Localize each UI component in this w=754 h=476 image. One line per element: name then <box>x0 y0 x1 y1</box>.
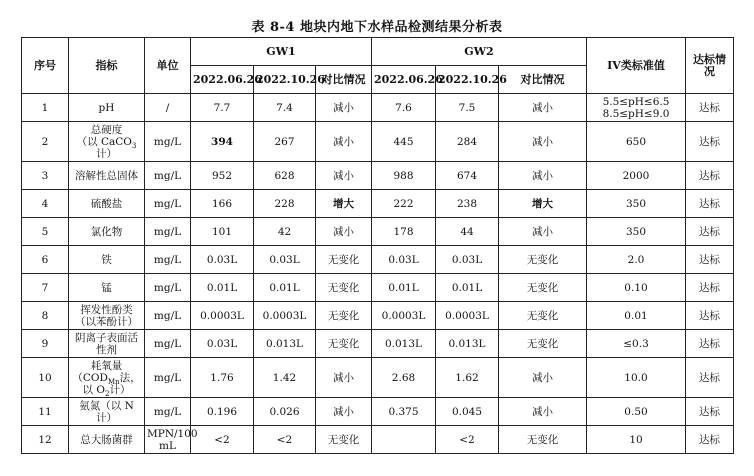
cell-gw2-date1: 0.013L <box>372 330 436 358</box>
cell-standard: 350 <box>587 190 686 218</box>
cell-gw1-date1: 0.01L <box>191 274 254 302</box>
cell-gw2-date1: 0.0003L <box>372 302 436 330</box>
cell-status: 达标 <box>686 122 734 162</box>
cell-indicator: 总大肠菌群 <box>69 426 145 454</box>
cell-indicator: 溶解性总固体 <box>69 162 145 190</box>
cell-gw2-compare: 减小 <box>499 218 587 246</box>
cell-gw1-compare: 减小 <box>316 94 372 122</box>
cell-gw1-date2: 0.0003L <box>254 302 316 330</box>
groundwater-results-table <box>21 37 734 454</box>
header-gw2-date2: 2022.10.26 <box>436 66 499 94</box>
cell-standard: 0.10 <box>587 274 686 302</box>
cell-status: 达标 <box>686 218 734 246</box>
table-row <box>22 94 734 122</box>
header-gw2-compare: 对比情况 <box>499 66 587 94</box>
table-row <box>22 274 734 302</box>
cell-standard <box>587 94 686 122</box>
header-gw1-compare: 对比情况 <box>316 66 372 94</box>
cell-index: 2 <box>22 122 69 162</box>
cell-gw1-date1: 166 <box>191 190 254 218</box>
cell-gw2-date1: 7.6 <box>372 94 436 122</box>
cell-index: 3 <box>22 162 69 190</box>
cell-status: 达标 <box>686 94 734 122</box>
cell-indicator <box>69 330 145 358</box>
cell-indicator: 锰 <box>69 274 145 302</box>
cell-gw2-compare: 增大 <box>499 190 587 218</box>
indicator-line-1: 挥发性酚类 <box>80 303 133 316</box>
cell-status: 达标 <box>686 190 734 218</box>
cell-gw1-date1: 394 <box>191 122 254 162</box>
cell-gw2-date1: 2.68 <box>372 358 436 398</box>
table-row <box>22 398 734 426</box>
cell-indicator <box>69 398 145 426</box>
header-gw1-date1: 2022.06.26 <box>191 66 254 94</box>
cell-gw1-date2: 0.03L <box>254 246 316 274</box>
indicator-line-3: 计） <box>96 147 117 160</box>
cell-gw2-compare: 无变化 <box>499 274 587 302</box>
cell-gw1-date2: <2 <box>254 426 316 454</box>
cell-gw2-date2: 7.5 <box>436 94 499 122</box>
cell-gw2-date1: 0.375 <box>372 398 436 426</box>
cell-gw2-date2: 44 <box>436 218 499 246</box>
indicator-line-1: 耗氧量 <box>90 359 123 372</box>
cell-index: 5 <box>22 218 69 246</box>
cell-gw2-compare: 无变化 <box>499 330 587 358</box>
table-caption: 表 8-4 地块内地下水样品检测结果分析表 <box>251 20 503 35</box>
cell-unit: / <box>145 94 191 122</box>
cell-unit: mg/L <box>145 358 191 398</box>
cell-gw1-date1: 0.03L <box>191 330 254 358</box>
cell-gw1-date2: 0.01L <box>254 274 316 302</box>
cell-gw2-compare: 无变化 <box>499 426 587 454</box>
cell-gw2-date1: 0.01L <box>372 274 436 302</box>
cell-standard: 0.50 <box>587 398 686 426</box>
header-standard: IV类标准值 <box>587 38 686 94</box>
cell-gw1-date2: 228 <box>254 190 316 218</box>
indicator-line-1: 总硬度 <box>90 123 123 136</box>
cell-gw2-date2: 674 <box>436 162 499 190</box>
cell-gw1-compare: 增大 <box>316 190 372 218</box>
cell-gw2-compare: 减小 <box>499 398 587 426</box>
cell-status: 达标 <box>686 358 734 398</box>
cell-gw1-date1: <2 <box>191 426 254 454</box>
cell-gw2-date1: 988 <box>372 162 436 190</box>
cell-gw1-compare: 无变化 <box>316 426 372 454</box>
cell-gw1-compare: 减小 <box>316 218 372 246</box>
cell-index: 12 <box>22 426 69 454</box>
cell-gw2-compare: 减小 <box>499 94 587 122</box>
header-gw2-date1: 2022.06.26 <box>372 66 436 94</box>
indicator-line-1: 阴离子表面活 <box>75 331 138 344</box>
cell-gw1-compare: 减小 <box>316 358 372 398</box>
cell-index: 11 <box>22 398 69 426</box>
cell-gw2-compare: 无变化 <box>499 246 587 274</box>
table-row <box>22 218 734 246</box>
unit-line-1: MPN/100 <box>147 427 198 440</box>
standard-line-1: 5.5≤pH≤6.5 <box>602 95 670 108</box>
cell-gw1-date2: 42 <box>254 218 316 246</box>
cell-unit: mg/L <box>145 218 191 246</box>
cell-standard: 0.01 <box>587 302 686 330</box>
table-row <box>22 246 734 274</box>
cell-gw1-date2: 1.42 <box>254 358 316 398</box>
cell-gw2-date2: 0.0003L <box>436 302 499 330</box>
cell-status: 达标 <box>686 426 734 454</box>
cell-gw1-compare: 减小 <box>316 122 372 162</box>
table-row <box>22 190 734 218</box>
table-row <box>22 302 734 330</box>
cell-gw1-date1: 952 <box>191 162 254 190</box>
cell-unit: mg/L <box>145 162 191 190</box>
header-gw2: GW2 <box>372 38 587 66</box>
header-status: 达标情况 <box>686 38 734 94</box>
cell-gw1-compare: 无变化 <box>316 302 372 330</box>
cell-gw1-date1: 101 <box>191 218 254 246</box>
cell-gw1-compare: 无变化 <box>316 330 372 358</box>
header-unit: 单位 <box>145 38 191 94</box>
cell-gw2-date1: 445 <box>372 122 436 162</box>
cell-standard: 350 <box>587 218 686 246</box>
cell-index: 7 <box>22 274 69 302</box>
cell-unit: mg/L <box>145 122 191 162</box>
cell-status: 达标 <box>686 274 734 302</box>
cell-gw2-date1: 222 <box>372 190 436 218</box>
cell-standard: 2000 <box>587 162 686 190</box>
cell-indicator: pH <box>69 94 145 122</box>
cell-gw2-date2: 1.62 <box>436 358 499 398</box>
cell-status: 达标 <box>686 246 734 274</box>
cell-gw2-date2: 284 <box>436 122 499 162</box>
indicator-line-2: （以 CaCO$_3$ <box>76 135 137 150</box>
cell-gw2-date2: 0.03L <box>436 246 499 274</box>
cell-gw1-date1: 0.0003L <box>191 302 254 330</box>
cell-indicator: 硫酸盐 <box>69 190 145 218</box>
cell-unit: mg/L <box>145 190 191 218</box>
cell-gw1-date2: 267 <box>254 122 316 162</box>
indicator-line-2: （以苯酚计） <box>75 315 138 328</box>
cell-gw1-compare: 减小 <box>316 398 372 426</box>
table-row <box>22 162 734 190</box>
cell-gw2-date1: 0.03L <box>372 246 436 274</box>
cell-unit <box>145 426 198 454</box>
cell-indicator: 铁 <box>69 246 145 274</box>
cell-standard: 10 <box>587 426 686 454</box>
indicator-line-2: 计） <box>96 411 117 424</box>
indicator-line-3: 以 $O_2$计） <box>82 383 131 398</box>
cell-gw1-date2: 0.026 <box>254 398 316 426</box>
cell-gw2-compare: 减小 <box>499 122 587 162</box>
cell-standard: 10.0 <box>587 358 686 398</box>
cell-gw2-compare: 减小 <box>499 358 587 398</box>
cell-indicator <box>69 302 145 330</box>
cell-gw1-compare: 减小 <box>316 162 372 190</box>
cell-unit: mg/L <box>145 274 191 302</box>
cell-gw1-date2: 7.4 <box>254 94 316 122</box>
cell-gw1-compare: 无变化 <box>316 274 372 302</box>
header-gw1: GW1 <box>191 38 372 66</box>
cell-status: 达标 <box>686 162 734 190</box>
cell-gw1-date1: 7.7 <box>191 94 254 122</box>
cell-unit: mg/L <box>145 302 191 330</box>
indicator-line-2: （$COD_{Mn}$法， <box>72 371 141 386</box>
cell-index: 1 <box>22 94 69 122</box>
cell-gw1-compare: 无变化 <box>316 246 372 274</box>
cell-gw2-compare: 减小 <box>499 162 587 190</box>
cell-unit: mg/L <box>145 398 191 426</box>
cell-gw1-date1: 0.03L <box>191 246 254 274</box>
cell-indicator: 氯化物 <box>69 218 145 246</box>
cell-gw1-date2: 628 <box>254 162 316 190</box>
cell-status: 达标 <box>686 398 734 426</box>
cell-index: 8 <box>22 302 69 330</box>
cell-gw2-date2: 0.013L <box>436 330 499 358</box>
header-gw1-date2: 2022.10.26 <box>254 66 316 94</box>
cell-gw2-date1 <box>372 426 436 454</box>
indicator-line-1: 氨氮（以 N <box>79 399 134 412</box>
cell-gw2-date2: 238 <box>436 190 499 218</box>
cell-status: 达标 <box>686 330 734 358</box>
cell-indicator <box>69 122 145 162</box>
cell-index: 10 <box>22 358 69 398</box>
cell-standard: 2.0 <box>587 246 686 274</box>
cell-status: 达标 <box>686 302 734 330</box>
header-indicator: 指标 <box>69 38 145 94</box>
cell-standard: ≤0.3 <box>587 330 686 358</box>
cell-index: 4 <box>22 190 69 218</box>
cell-gw1-date1: 1.76 <box>191 358 254 398</box>
cell-gw1-date1: 0.196 <box>191 398 254 426</box>
table-row <box>22 330 734 358</box>
standard-line-2: 8.5≤pH≤9.0 <box>602 107 670 120</box>
table-row <box>22 426 734 454</box>
cell-unit: mg/L <box>145 246 191 274</box>
table-row <box>22 122 734 162</box>
unit-line-2: mL <box>159 439 176 452</box>
cell-gw2-date2: <2 <box>436 426 499 454</box>
header-index: 序号 <box>22 38 69 94</box>
cell-gw1-date2: 0.013L <box>254 330 316 358</box>
cell-standard: 650 <box>587 122 686 162</box>
cell-indicator <box>69 358 145 398</box>
cell-index: 9 <box>22 330 69 358</box>
indicator-line-2: 性剂 <box>96 343 117 356</box>
cell-index: 6 <box>22 246 69 274</box>
cell-gw2-date2: 0.01L <box>436 274 499 302</box>
table-row <box>22 358 734 398</box>
cell-gw2-date1: 178 <box>372 218 436 246</box>
cell-gw2-compare: 无变化 <box>499 302 587 330</box>
cell-gw2-date2: 0.045 <box>436 398 499 426</box>
cell-unit: mg/L <box>145 330 191 358</box>
